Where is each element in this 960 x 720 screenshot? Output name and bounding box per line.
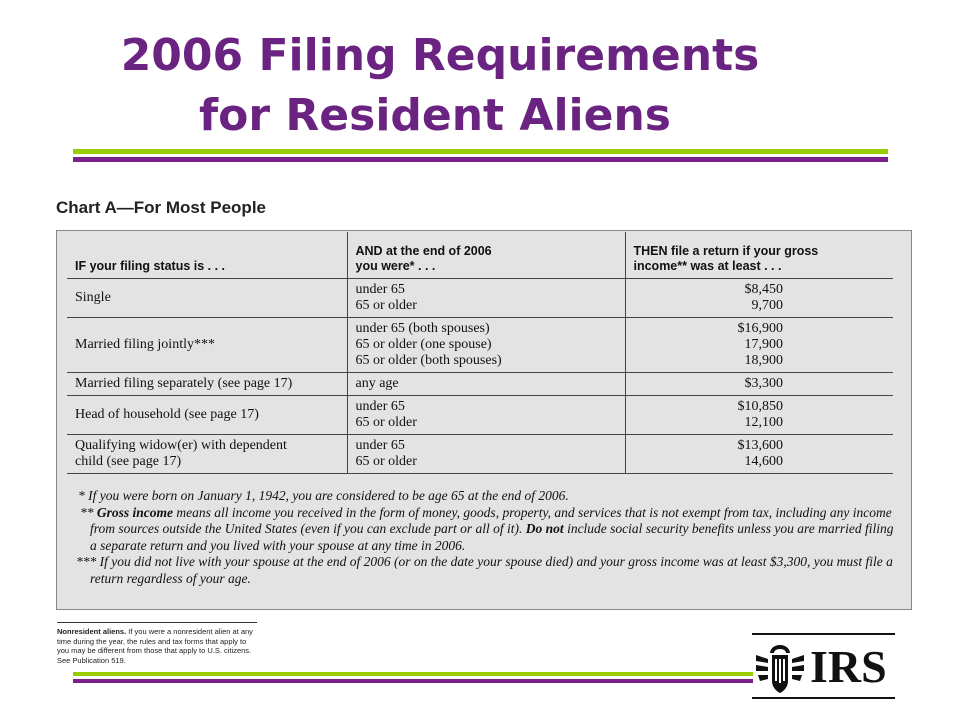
header-age: AND at the end of 2006 you were* . . . <box>347 232 625 279</box>
table-header-row <box>67 232 893 279</box>
table-row <box>67 435 893 474</box>
age-cell: any age <box>347 373 625 396</box>
logo-bottom-rule <box>752 697 895 699</box>
age-cell: under 65 65 or older <box>347 396 625 435</box>
age-cell: under 65 65 or older <box>347 435 625 474</box>
footnote-2: ** Gross income means all income you received in the form of money, goods, property, and services that is not exempt from tax, including any income from sources outside the United States (even if you can exclude part or all of it). Do not include social security benefits unless you are married filing a separate return and you lived with your spouse at any time in 2006. <box>80 504 894 553</box>
title-line-1: 2006 Filing Requirements <box>120 30 760 81</box>
filing-status-cell: Qualifying widow(er) with dependent child (see page 17) <box>67 435 347 474</box>
age-cell: under 65 65 or older <box>347 279 625 318</box>
footnote-1: * If you were born on January 1, 1942, you are considered to be age 65 at the end of 2006. <box>78 488 569 503</box>
sidebar-rule <box>57 622 257 623</box>
filing-status-cell: Single <box>67 279 347 318</box>
chart-footnotes <box>76 488 896 587</box>
filing-requirements-table <box>67 232 893 474</box>
filing-status-cell: Married filing jointly*** <box>67 318 347 373</box>
age-cell: under 65 (both spouses) 65 or older (one spouse) 65 or older (both spouses) <box>347 318 625 373</box>
title-rule-green <box>73 149 888 154</box>
irs-logo <box>752 633 897 703</box>
nonresident-sidebar <box>57 627 257 665</box>
sidebar-heading: Nonresident aliens. <box>57 627 127 636</box>
table-row <box>67 373 893 396</box>
footer-rule-green <box>73 672 753 676</box>
header-gross-income: THEN file a return if your gross income** was at least . . . <box>625 232 893 279</box>
irs-wordmark: IRS <box>810 641 887 692</box>
footer-rule-purple <box>73 679 753 683</box>
gross-income-cell: $10,850 12,100 <box>625 396 893 435</box>
gross-income-cell: $8,450 9,700 <box>625 279 893 318</box>
page-title <box>0 26 880 146</box>
footnote-3: *** If you did not live with your spouse at the end of 2006 (or on the date your spouse died) and your gross income was at least $3,300, you must file a return regardless of your age. <box>76 554 893 586</box>
table-row <box>67 279 893 318</box>
logo-top-rule <box>752 633 895 635</box>
table-row <box>67 318 893 373</box>
gross-income-cell: $3,300 <box>625 373 893 396</box>
filing-status-cell: Head of household (see page 17) <box>67 396 347 435</box>
title-rule-purple <box>73 157 888 162</box>
header-filing-status: IF your filing status is . . . <box>67 232 347 279</box>
gross-income-cell: $16,900 17,900 18,900 <box>625 318 893 373</box>
title-line-2: for Resident Aliens <box>199 90 671 141</box>
gross-income-cell: $13,600 14,600 <box>625 435 893 474</box>
filing-status-cell: Married filing separately (see page 17) <box>67 373 347 396</box>
eagle-icon <box>752 641 808 695</box>
table-row <box>67 396 893 435</box>
chart-heading: Chart A—For Most People <box>56 198 266 217</box>
sidebar-text: If you were a nonresident alien at any time during the year, the rules and tax forms that apply to you may be different from those that apply to U.S. citizens. See Publication 519. <box>57 627 253 665</box>
